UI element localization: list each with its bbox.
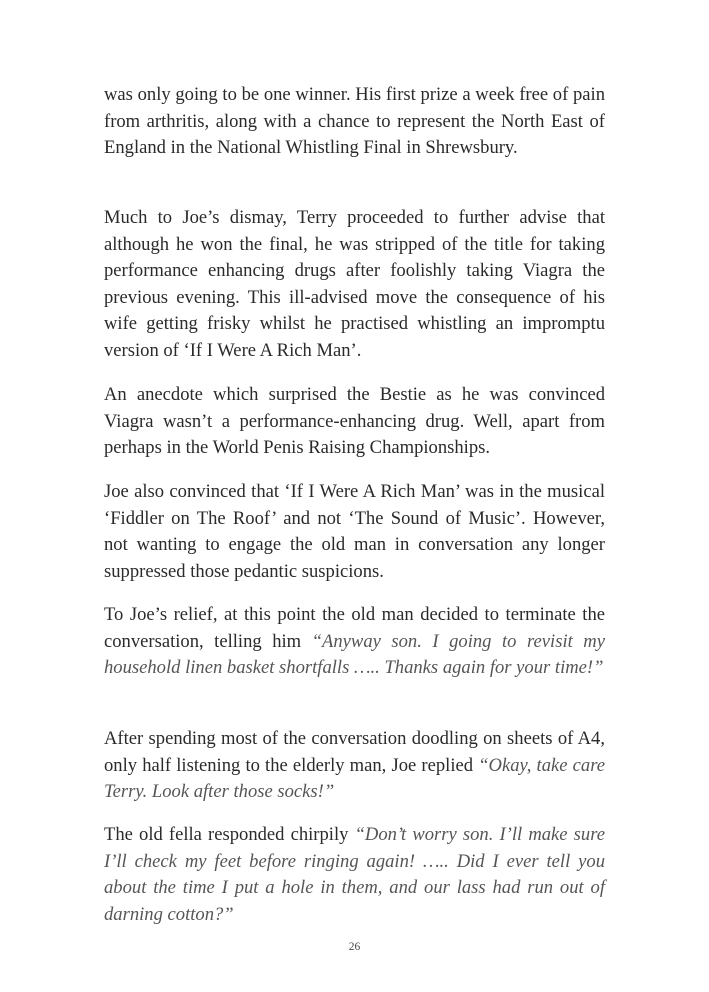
page-number: 26 bbox=[348, 941, 361, 953]
paragraph-whistling-prize: was only going to be one winner. His first prize a week free of pain from arthritis, along with a chance to represent the North East of England in the National Whistling Final in Shrewsbury. bbox=[104, 84, 605, 159]
dialogue-quote: “Okay, take care Terry. Look after those socks!” bbox=[104, 754, 606, 803]
paragraph-viagra-disqualification: Much to Joe’s dismay, Terry proceeded to further advise that although he won the final, he was stripped of the title for taking performance enhancing drugs after foolishly taking Viagra the previous evening. This ill-advised move the consequence of his wife getting frisky whilst he practised whistling an impromptu version of ‘If I Were A Rich Man’. bbox=[104, 207, 605, 361]
paragraph-chirpy-response bbox=[104, 822, 605, 928]
paragraph-narration: The old fella responded chirpily bbox=[104, 824, 349, 845]
paragraph-narration: After spending most of the conversation doodling on sheets of A4, only half listening to the elderly man, Joe replied bbox=[104, 728, 605, 776]
paragraph-terminate-conversation bbox=[104, 602, 605, 682]
paragraph-bestie-surprise: An anecdote which surprised the Bestie as he was convinced Viagra wasn’t a performance-enhancing drug. Well, apart from perhaps in the World Penis Raising Championships. bbox=[104, 384, 605, 459]
paragraph-narration: To Joe’s relief, at this point the old man decided to terminate the conversation, telling him bbox=[104, 604, 605, 652]
dialogue-quote: “Don’t worry son. I’ll make sure I’ll check my feet before ringing again! ….. Did I ever tell you about the time I put a hole in them, and our lass had run out of darning cotton?” bbox=[104, 824, 605, 925]
paragraph-joe-reply bbox=[104, 726, 605, 806]
paragraph-fiddler-on-the-roof: Joe also convinced that ‘If I Were A Rich Man’ was in the musical ‘Fiddler on The Roof’ and not ‘The Sound of Music’. However, not wanting to engage the old man in conversation any longer suppressed those pedantic suspicions. bbox=[104, 481, 605, 582]
dialogue-quote: “Anyway son. I going to revisit my household linen basket shortfalls ….. Thanks again for your time!” bbox=[104, 630, 605, 679]
